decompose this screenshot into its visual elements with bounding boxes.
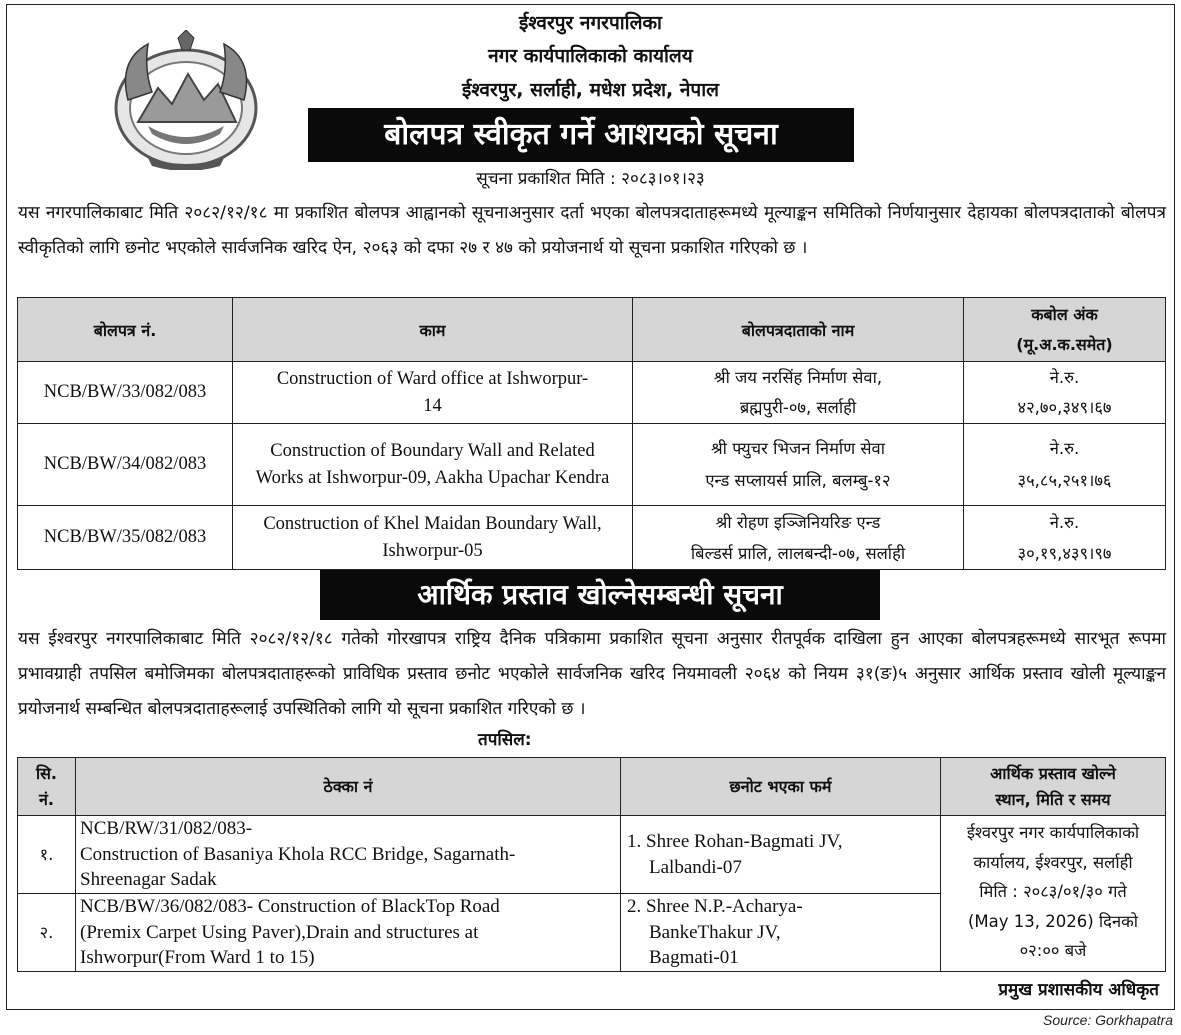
venue-line4: (May 13, 2026) दिनको	[967, 911, 1139, 931]
notice-title-bid-acceptance: बोलपत्र स्वीकृत गर्ने आशयको सूचना	[308, 108, 854, 162]
notice-title-financial-opening: आर्थिक प्रस्ताव खोल्नेसम्बन्धी सूचना	[320, 570, 880, 620]
header-contract: ठेक्का नं	[76, 758, 621, 816]
contract-cell	[76, 816, 621, 894]
bid-no-cell: NCB/BW/34/082/083	[18, 424, 233, 506]
currency-label: ने.रु.	[1049, 512, 1080, 532]
notice-body-bid-acceptance: यस नगरपालिकाबाट मिति २०८२/१२/१८ मा प्रकाशित बोलपत्र आह्वानको सूचनाअनुसार दर्ता भएका बोलपत्रदाताहरूमध्ये मूल्याङ्कन समितिको निर्णयानुसार देहायका बोलपत्रदाताको बोलपत्र स्वीकृतिको लागि छनोट भएकोले सार्वजनिक खरिद ऐन, २०६३ को दफा २७ र ४७ को प्रयोजनार्थ यो सूचना प्रकाशित गरिएको छ ।	[18, 203, 1166, 258]
contract-cell	[76, 894, 621, 972]
venue-line1: ईश्वरपुर नगर कार्यपालिकाको	[966, 823, 1140, 842]
bid-no-cell: NCB/BW/33/082/083	[18, 362, 233, 424]
amount-value: ४२,७०,३४९।६७	[1017, 397, 1112, 417]
bidder-cell	[633, 506, 964, 570]
venue-line3: मिति : २०८३/०१/३० गते	[979, 882, 1127, 901]
bidder-line1: श्री रोहण इञ्जिनियरिङ एन्ड	[715, 512, 881, 532]
firm-cell	[621, 894, 941, 972]
notice-body-financial-opening: यस ईश्वरपुर नगरपालिकाबाट मिति २०८२/१२/१८ गतेको गोरखापत्र राष्ट्रिय दैनिक पत्रिकामा प्रकाशित सूचना अनुसार रीतपूर्वक दाखिला हुन आएका बोलपत्रहरूमध्ये सारभूत रूपमा प्रभावग्राही तपसिल बमोजिमका बोलपत्रदाताहरूको प्राविधिक प्रस्ताव छनोट भएकोले सार्वजनिक खरिद नियमावली २०६४ को नियम ३१(ङ)५ अनुसार आर्थिक प्रस्ताव खोली मूल्याङ्कन प्रयोजनार्थ सम्बन्धित बोलपत्रदाताहरूलाई उपस्थितिको लागि यो सूचना प्रकाशित गरिएको छ ।	[18, 629, 1166, 719]
bidder-line1: श्री जय नरसिंह निर्माण सेवा,	[713, 367, 883, 387]
bidder-line2: एन्ड सप्लायर्स प्रालि, बलम्बु-१२	[705, 470, 891, 490]
amount-cell	[964, 424, 1166, 506]
amount-cell	[964, 506, 1166, 570]
firm-cell	[621, 816, 941, 894]
header-venue-line1: आर्थिक प्रस्ताव खोल्ने	[990, 763, 1116, 783]
contract-line2: (Premix Carpet Using Paver),Drain and structures at	[80, 921, 479, 943]
header-bid-no: बोलपत्र नं.	[18, 298, 233, 362]
sn-cell: २.	[18, 894, 76, 972]
contract-line2: Construction of Basaniya Khola RCC Bridge, Sagarnath-	[80, 843, 516, 865]
contract-line1: NCB/RW/31/082/083-	[80, 818, 253, 840]
contract-line1: NCB/BW/36/082/083- Construction of BlackTop Road	[80, 896, 500, 918]
contract-line3: Ishworpur(From Ward 1 to 15)	[80, 947, 315, 969]
source-credit: Source: Gorkhapatra	[1043, 1012, 1173, 1028]
bidder-line1: श्री फ्युचर भिजन निर्माण सेवा	[711, 438, 885, 458]
firm-line3: Bagmati-01	[649, 947, 739, 969]
amount-cell	[964, 362, 1166, 424]
header-sn-line1: सि.	[35, 763, 58, 783]
bid-acceptance-table	[17, 297, 1166, 570]
header-work: काम	[233, 298, 633, 362]
bidder-line2: बिल्डर्स प्रालि, लालबन्दी-०७, सर्लाही	[690, 543, 906, 563]
firm-line1: 1. Shree Rohan-Bagmati JV,	[627, 831, 843, 852]
table-row	[18, 816, 1166, 894]
firm-line1: 2. Shree N.P.-Acharya-	[627, 896, 803, 918]
header-amount-line1: कबोल अंक	[1031, 304, 1098, 324]
header-venue	[941, 758, 1166, 816]
header-sn-line2: नं.	[39, 789, 54, 809]
header-venue-line2: स्थान, मिति र समय	[995, 789, 1111, 809]
work-cell: Construction of Khel Maidan Boundary Wall, Ishworpur-05	[233, 506, 633, 570]
table-row	[18, 362, 1166, 424]
bid-no-cell: NCB/BW/35/082/083	[18, 506, 233, 570]
office-address: ईश्वरपुर, सर्लाही, मधेश प्रदेश, नेपाल	[462, 79, 719, 101]
work-cell: Construction of Ward office at Ishworpur-14	[233, 362, 633, 424]
venue-line2: कार्यालय, ईश्वरपुर, सर्लाही	[973, 852, 1133, 872]
signatory-title: प्रमुख प्रशासकीय अधिकृत	[998, 980, 1159, 1000]
table-header-row	[18, 298, 1166, 362]
contract-line3: Shreenagar Sadak	[80, 869, 217, 891]
table-row	[18, 424, 1166, 506]
bidder-cell	[633, 362, 964, 424]
currency-label: ने.रु.	[1049, 438, 1080, 458]
publication-date: सूचना प्रकाशित मिति : २०८३।०१।२३	[476, 169, 705, 189]
schedule-label: तपसिल:	[478, 730, 532, 750]
header-amount	[964, 298, 1166, 362]
work-cell: Construction of Boundary Wall and Related Works at Ishworpur-09, Aakha Upachar Kendra	[233, 424, 633, 506]
header-bidder: बोलपत्रदाताको नाम	[633, 298, 964, 362]
amount-value: ३५,८५,२५१।७६	[1017, 470, 1112, 490]
venue-cell	[941, 816, 1166, 972]
municipality-name: ईश्वरपुर नगरपालिका	[519, 12, 662, 34]
amount-value: ३०,१९,४३९।९७	[1017, 543, 1112, 563]
firm-line2: Lalbandi-07	[649, 856, 742, 878]
header-amount-line2: (मू.अ.क.समेत)	[1016, 334, 1113, 354]
currency-label: ने.रु.	[1049, 367, 1080, 387]
office-name: नगर कार्यपालिकाको कार्यालय	[488, 45, 693, 67]
venue-line5: ०२:०० बजे	[1019, 941, 1087, 960]
table-header-row	[18, 758, 1166, 816]
financial-opening-table	[17, 757, 1166, 972]
table-row	[18, 506, 1166, 570]
sn-cell: १.	[18, 816, 76, 894]
header-firm: छनोट भएका फर्म	[621, 758, 941, 816]
bidder-line2: ब्रह्मपुरी-०७, सर्लाही	[739, 397, 857, 417]
firm-line2: BankeThakur JV,	[649, 921, 781, 943]
bidder-cell	[633, 424, 964, 506]
header-sn	[18, 758, 76, 816]
